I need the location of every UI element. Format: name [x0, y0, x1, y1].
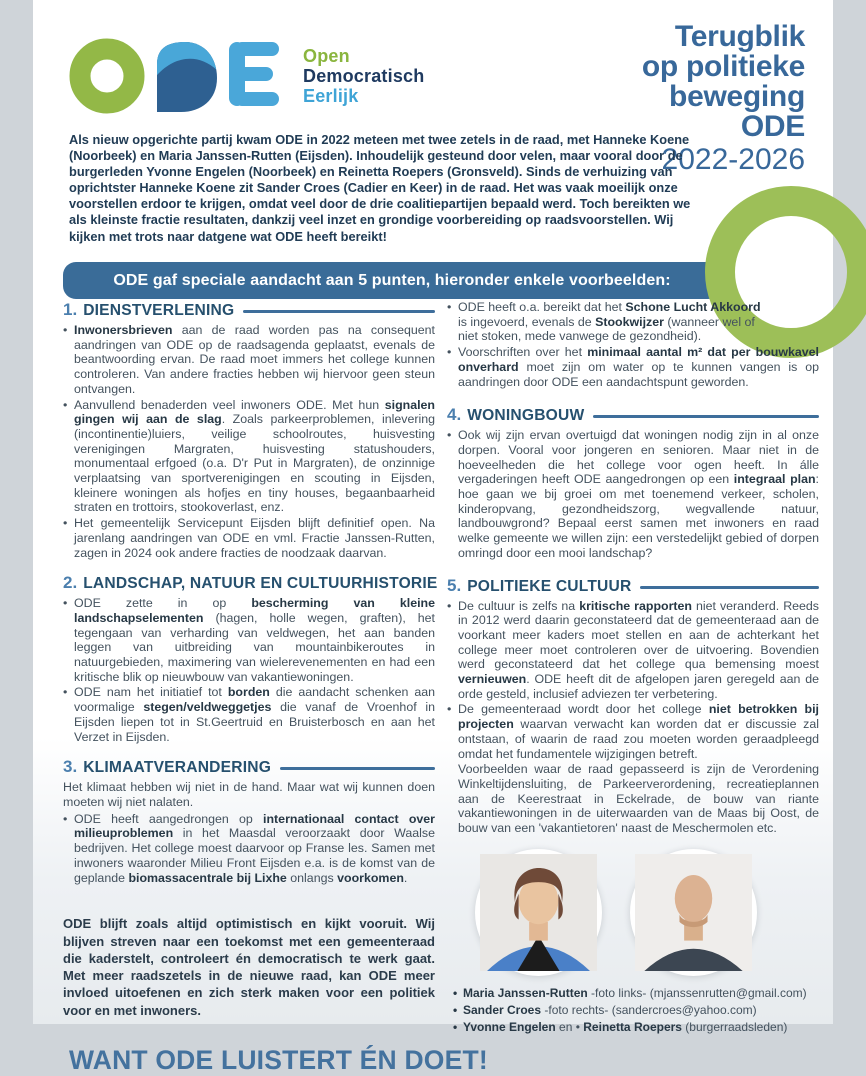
section-politieke-cultuur	[447, 576, 819, 836]
section-5-number: 5.	[447, 575, 462, 595]
bullet-item: • Inwonersbrieven aan de raad worden pas na consequent aandringen van ODE op de raadsagenda geplaatst, evenals de beantwoording ervan. De raad moet immers het college kunnen controleren. Van andere fracties hebben wij hiervoor geen steun ontvangen.	[63, 323, 435, 397]
right-column	[447, 300, 819, 1036]
title-line-4: ODE	[740, 110, 805, 143]
section-klimaatverandering	[63, 757, 435, 885]
title-years: 2022-2026	[661, 143, 805, 176]
section-5-note: Voorbeelden waar de raad gepasseerd is zijn de Verordening Winkeltijdensluiting, de Parkeerverordening, recreatieplannen aan de Keerestraat in Eckelrade, de bouw van riante vakantiewoningen in de uiterwaarden van de Maas bij Oost, de bouw van een 'vakantietoren' naast de Meschermolen etc.	[458, 762, 819, 836]
member-name-burgerraadsleden: • Yvonne Engelen en • Reinetta Roepers (burgerraadsleden)	[453, 1019, 819, 1036]
logo-word-democratisch: Democratisch	[303, 66, 425, 86]
logo-word-eerlijk: Eerlijk	[303, 86, 359, 106]
section-5-heading	[447, 576, 819, 596]
bullet-item: • Het gemeentelijk Servicepunt Eijsden blijft definitief open. Na jarenlang aandringen van ODE en vml. Fractie Janssen-Rutten, zagen in 2024 ook andere fracties de noodzaak daarvan.	[63, 516, 435, 560]
flyer-page	[33, 0, 833, 1075]
logo-wordmark	[303, 46, 424, 106]
maria-photo	[475, 849, 602, 976]
title-line-1: Terugblik	[674, 20, 805, 53]
section-woningbouw	[447, 405, 819, 560]
section-2-number: 2.	[63, 573, 78, 593]
bullet-item: • Ook wij zijn ervan overtuigd dat woningen nodig zijn in al onze dorpen. Vooral voor jongeren en senioren. Maar niet in de hoeveelheden die het college voor ogen heeft. In álle vergaderingen heeft ODE aangedrongen op een integraal plan: hoe gaan we bij groei om met toenemend verkeer, scholen, kinderopvang, gezondheidszorg, wegvallende natuur, landbouwgrond? Bepaal eerst samen met inwoners en raad welke gemeente we willen zijn: een verstedelijkt gebied of dorpen omringd door een mooi landschap?	[447, 428, 819, 560]
section-1-title: DIENSTVERLENING	[83, 302, 235, 319]
section-4-heading	[447, 405, 819, 425]
member-name-maria: • Maria Janssen-Rutten -foto links- (mjanssenrutten@gmail.com)	[453, 985, 819, 1002]
slogan-text: WANT ODE LUISTERT ÉN DOET!	[69, 1044, 488, 1075]
left-column	[63, 300, 488, 1076]
logo-e-letter	[229, 42, 279, 106]
member-names-list	[447, 985, 819, 1036]
section-3-title: KLIMAATVERANDERING	[83, 759, 272, 777]
section-2-title: LANDSCHAP, NATUUR EN CULTUURHISTORIE	[83, 575, 438, 593]
bullet-item: • ODE heeft o.a. bereikt dat het Schone Lucht Akkoord is ingevoerd, evenals de Stookwijzer (wanneer wel of niet stoken, mede vanwege de gezondheid).	[447, 300, 819, 344]
member-name-sander: • Sander Croes -foto rechts- (sandercroes@yahoo.com)	[453, 1002, 819, 1019]
header-logo	[67, 34, 424, 118]
logo-word-open: Open	[303, 46, 350, 66]
highlight-banner	[63, 262, 721, 299]
section-1-heading	[63, 300, 435, 320]
bullet-item: • De cultuur is zelfs na kritische rapporten niet veranderd. Reeds in 2012 werd daarin geconstateerd dat de gemeenteraad aan de voorkant meer kaders moet stellen en aan de achterkant het college meer moet controleren over de uitvoering. Bovendien werd geconstateerd dat het college qua bemensing moest vernieuwen. ODE heeft dit de afgelopen jaren geregeld aan de orde gesteld, inclusief adviezen ter verbetering.	[447, 599, 819, 702]
logo-o-ring	[80, 49, 134, 103]
title-line-3: beweging	[669, 80, 805, 113]
bullet-item: • ODE nam het initiatief tot borden die aandacht schenken aan voormalige stegen/veldweggetjes die vanaf de Vroenhof in Eijsden liepen tot in St.Geertruid en Bruisterbosch en aan het Verzet in Eijsden.	[63, 685, 435, 744]
section-3-heading	[63, 757, 435, 777]
section-landschap	[63, 573, 438, 744]
heading-rule	[243, 310, 435, 313]
section-3-number: 3.	[63, 757, 78, 777]
man-portrait-icon	[635, 854, 752, 971]
bullet-item: • Aanvullend benaderden veel inwoners ODE. Met hun signalen gingen wij aan de slag. Zoals parkeerproblemen, inlevering (incontinentie)luiers, veilige schoolroutes, huisvesting verenigingen Margraten, huisvesting statushouders, monumentaal erfgoed (o.a. D'r Put in Margraten), de onzinnige verplaatsing van sportverenigingen en scouting in Eijsden, kleinere woningen als hofjes en tiny houses, begaanbaarheid straten en trottoirs, stookoverlast, enz.	[63, 398, 435, 516]
section-3-lead: Het klimaat hebben wij niet in de hand. Maar wat wij kunnen doen moeten wij niet nalaten.	[63, 780, 435, 809]
closing-paragraph: ODE blijft zoals altijd optimistisch en kijkt vooruit. Wij blijven streven naar een toekomst met een gemeenteraad die kaderstelt, controleert én democratisch te werk gaat. Met meer raadszetels in de nieuwe raad, kan ODE meer invloed uitoefenen en zich sterk maken voor een politiek voor en met inwoners.	[63, 916, 435, 1018]
section-2-heading	[63, 573, 438, 593]
section-4-title: WONINGBOUW	[467, 407, 585, 425]
intro-paragraph: Als nieuw opgerichte partij kwam ODE in 2022 meteen met twee zetels in de raad, met Hanneke Koene (Noorbeek) en Maria Janssen-Rutten (Eijsden). Inhoudelijk gesteund door velen, maar vooral door de burgerleden Yvonne Engelen (Noorbeek) en Reinetta Roepers (Gronsveld). Sinds de verhuizing van oprichtster Hanneke Koene zit Sander Croes (Cadier en Keer) in de raad. Het was vaak moeilijk onze voorstellen erdoor te krijgen, omdat veel door de drie coalitiepartijen bepaald werd. Toch bereikten we als kleinste fractie resultaten, dankzij veel inzet en grondige voorbereiding op raadsvoorstellen. Wij kijken met trots naar datgene wat ODE heeft bereikt!	[69, 132, 691, 244]
title-line-2: op politieke	[641, 50, 805, 83]
section-5-title: POLITIEKE CULTUUR	[467, 577, 632, 595]
banner-text: ODE gaf speciale aandacht aan 5 punten, hieronder enkele voorbeelden:	[113, 271, 671, 289]
woman-portrait-icon	[480, 854, 597, 971]
heading-rule	[280, 767, 435, 770]
bullet-item: • De gemeenteraad wordt door het college niet betrokken bij projecten waarvan verwacht kan worden dat er discussie zal ontstaan, of waarin de raad zou moeten worden geraadpleegd omdat het fundamentele wijzigingen betreft.	[447, 702, 819, 761]
section-4-number: 4.	[447, 405, 462, 425]
section-1-continued	[447, 300, 819, 389]
member-photos	[475, 849, 819, 976]
bullet-item: • ODE zette in op bescherming van kleine landschapselementen (hagen, holle wegen, graften), het tegengaan van verharding van veldwegen, het aan banden leggen van uitbreiding van mountainbikeroutes in natuurgebieden, maximering van wielerevenementen en had een kritische blik op nieuwbouw van vakantiewoningen.	[63, 596, 435, 684]
section-1-number: 1.	[63, 300, 78, 319]
ode-logo-mark	[67, 34, 289, 118]
sander-photo	[630, 849, 757, 976]
section-dienstverlening	[63, 300, 435, 560]
bullet-item: • Voorschriften over het minimaal aantal m² dat per bouwkavel onverhard moet zijn om water op te kunnen vangen is op aandringen door ODE een aandachtspunt geworden.	[447, 345, 819, 389]
bullet-item: • ODE heeft aangedrongen op internationaal contact over milieuproblemen in het Maasdal veroorzaakt door Waalse bedrijven. Het college moest daarvoor op Franse les. Samen met inwoners waaronder Milieu Front Eijsden e.a. is de komst van de geplande biomassacentrale bij Lixhe onlangs voorkomen.	[63, 812, 435, 886]
logo-d-leaf	[153, 40, 221, 116]
heading-rule	[640, 586, 819, 589]
heading-rule	[593, 415, 819, 418]
